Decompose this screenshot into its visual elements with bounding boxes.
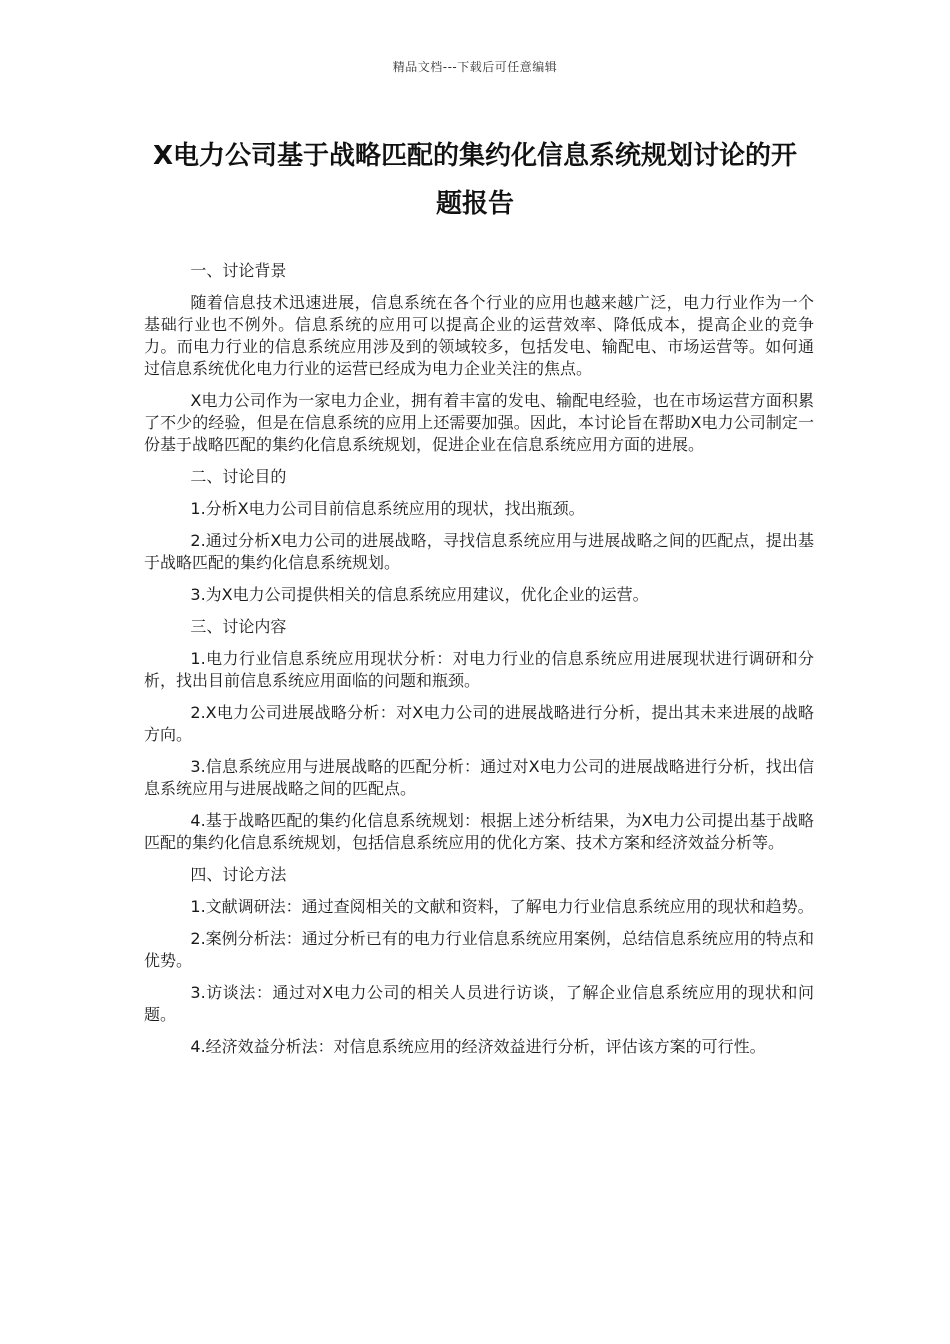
section-content: [144, 616, 814, 854]
section-heading: 三、讨论内容: [190, 617, 287, 636]
section-heading: 四、讨论方法: [190, 865, 287, 884]
section-methods: [144, 864, 814, 1058]
list-item: 3.信息系统应用与进展战略的匹配分析：通过对X电力公司的进展战略进行分析，找出信息系统应用与进展战略之间的匹配点。: [144, 757, 814, 798]
list-item: 2.案例分析法：通过分析已有的电力行业信息系统应用案例，总结信息系统应用的特点和优势。: [144, 929, 814, 970]
document-body: [144, 260, 814, 1068]
list-item: 1.分析X电力公司目前信息系统应用的现状，找出瓶颈。: [190, 499, 585, 518]
list-item: 1.电力行业信息系统应用现状分析：对电力行业的信息系统应用进展现状进行调研和分析，找出目前信息系统应用面临的问题和瓶颈。: [144, 649, 814, 690]
paragraph: X电力公司作为一家电力企业，拥有着丰富的发电、输配电经验，也在市场运营方面积累了不少的经验，但是在信息系统的应用上还需要加强。因此，本讨论旨在帮助X电力公司制定一份基于战略匹配的集约化信息系统规划，促进企业在信息系统应用方面的进展。: [144, 391, 814, 454]
section-purpose: [144, 466, 814, 606]
list-item: 2.通过分析X电力公司的进展战略，寻找信息系统应用与进展战略之间的匹配点，提出基于战略匹配的集约化信息系统规划。: [144, 531, 814, 572]
section-background: [144, 260, 814, 456]
header-note: 精品文档---下载后可任意编辑: [392, 60, 558, 74]
list-item: 1.文献调研法：通过查阅相关的文献和资料，了解电力行业信息系统应用的现状和趋势。: [190, 897, 814, 916]
list-item: 2.X电力公司进展战略分析：对X电力公司的进展战略进行分析，提出其未来进展的战略方向。: [144, 703, 814, 744]
paragraph: 随着信息技术迅速进展，信息系统在各个行业的应用也越来越广泛，电力行业作为一个基础行业也不例外。信息系统的应用可以提高企业的运营效率、降低成本，提高企业的竞争力。而电力行业的信息系统应用涉及到的领域较多，包括发电、输配电、市场运营等。如何通过信息系统优化电力行业的运营已经成为电力企业关注的焦点。: [144, 293, 814, 378]
list-item: 3.为X电力公司提供相关的信息系统应用建议，优化企业的运营。: [190, 585, 649, 604]
section-heading: 二、讨论目的: [190, 467, 287, 486]
list-item: 4.基于战略匹配的集约化信息系统规划：根据上述分析结果，为X电力公司提出基于战略匹配的集约化信息系统规划，包括信息系统应用的优化方案、技术方案和经济效益分析等。: [144, 811, 814, 852]
list-item: 3.访谈法：通过对X电力公司的相关人员进行访谈，了解企业信息系统应用的现状和问题。: [144, 983, 814, 1024]
section-heading: 一、讨论背景: [190, 261, 287, 280]
document-title: X电力公司基于战略匹配的集约化信息系统规划讨论的开题报告: [152, 141, 798, 219]
list-item: 4.经济效益分析法：对信息系统应用的经济效益进行分析，评估该方案的可行性。: [190, 1037, 766, 1056]
